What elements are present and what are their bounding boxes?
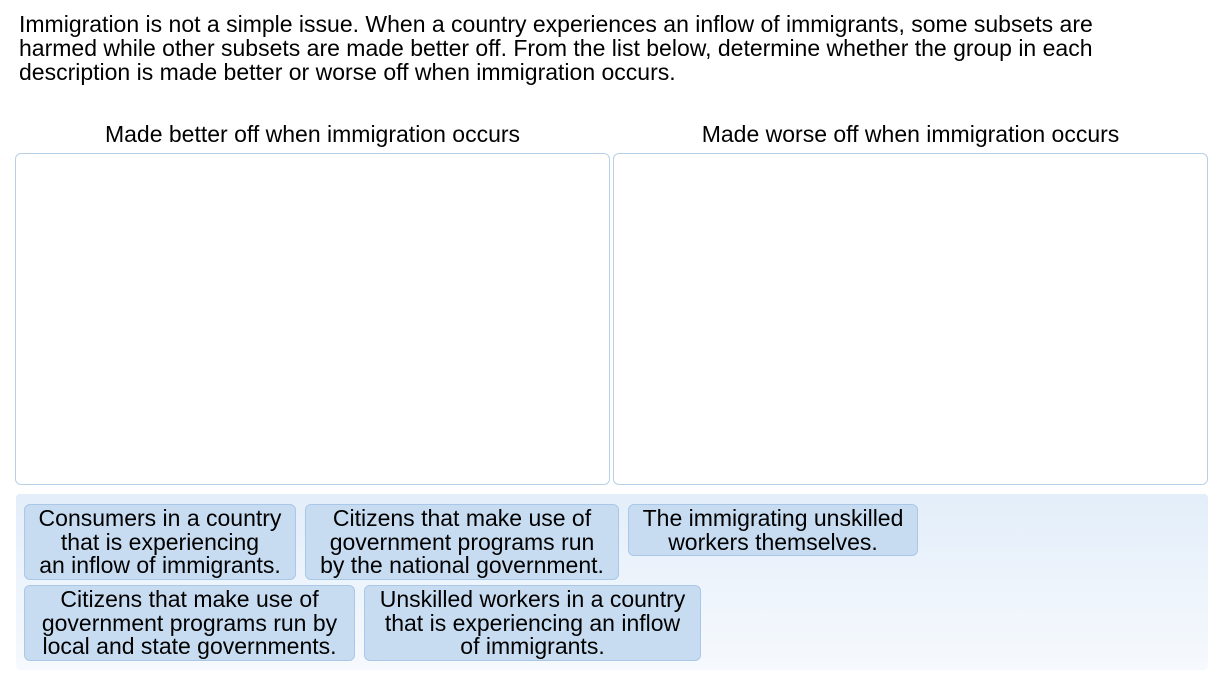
tile-line: Consumers in a country bbox=[38, 505, 282, 531]
prompt-line: Immigration is not a simple issue. When a country experiences an inflow of immigrants, some subsets are bbox=[19, 11, 1093, 37]
draggable-tile-national-programs[interactable] bbox=[305, 504, 619, 580]
prompt-line: description is made better or worse off when immigration occurs. bbox=[19, 59, 676, 85]
tile-line: Citizens that make use of bbox=[332, 505, 592, 531]
prompt-line: harmed while other subsets are made better off. From the list below, determine whether the group in each bbox=[19, 35, 1093, 61]
tile-line: government programs run by bbox=[41, 609, 338, 636]
tile-line: that is experiencing bbox=[60, 528, 260, 555]
worse-off-drop-zone[interactable] bbox=[613, 153, 1208, 485]
tile-line: that is experiencing an inflow bbox=[384, 609, 681, 636]
better-off-drop-zone[interactable] bbox=[15, 153, 610, 485]
tile-line: workers themselves. bbox=[668, 528, 878, 555]
tile-line: The immigrating unskilled bbox=[642, 505, 904, 531]
worse-off-header: Made worse off when immigration occurs bbox=[701, 121, 1120, 147]
tile-line: of immigrants. bbox=[460, 633, 605, 659]
tile-line: government programs run bbox=[329, 528, 595, 555]
draggable-tile-domestic-unskilled-workers[interactable] bbox=[364, 585, 701, 661]
tile-line: an inflow of immigrants. bbox=[39, 552, 281, 578]
draggable-tile-local-state-programs[interactable] bbox=[24, 585, 355, 661]
better-off-header: Made better off when immigration occurs bbox=[104, 121, 521, 147]
tile-line: local and state governments. bbox=[42, 633, 337, 659]
draggable-tile-immigrating-unskilled-workers[interactable] bbox=[628, 504, 918, 556]
draggable-tile-consumers[interactable] bbox=[24, 504, 296, 580]
tile-line: Citizens that make use of bbox=[60, 586, 319, 612]
tile-line: by the national government. bbox=[320, 552, 604, 578]
question-prompt bbox=[19, 12, 1199, 84]
tile-line: Unskilled workers in a country bbox=[379, 586, 686, 612]
